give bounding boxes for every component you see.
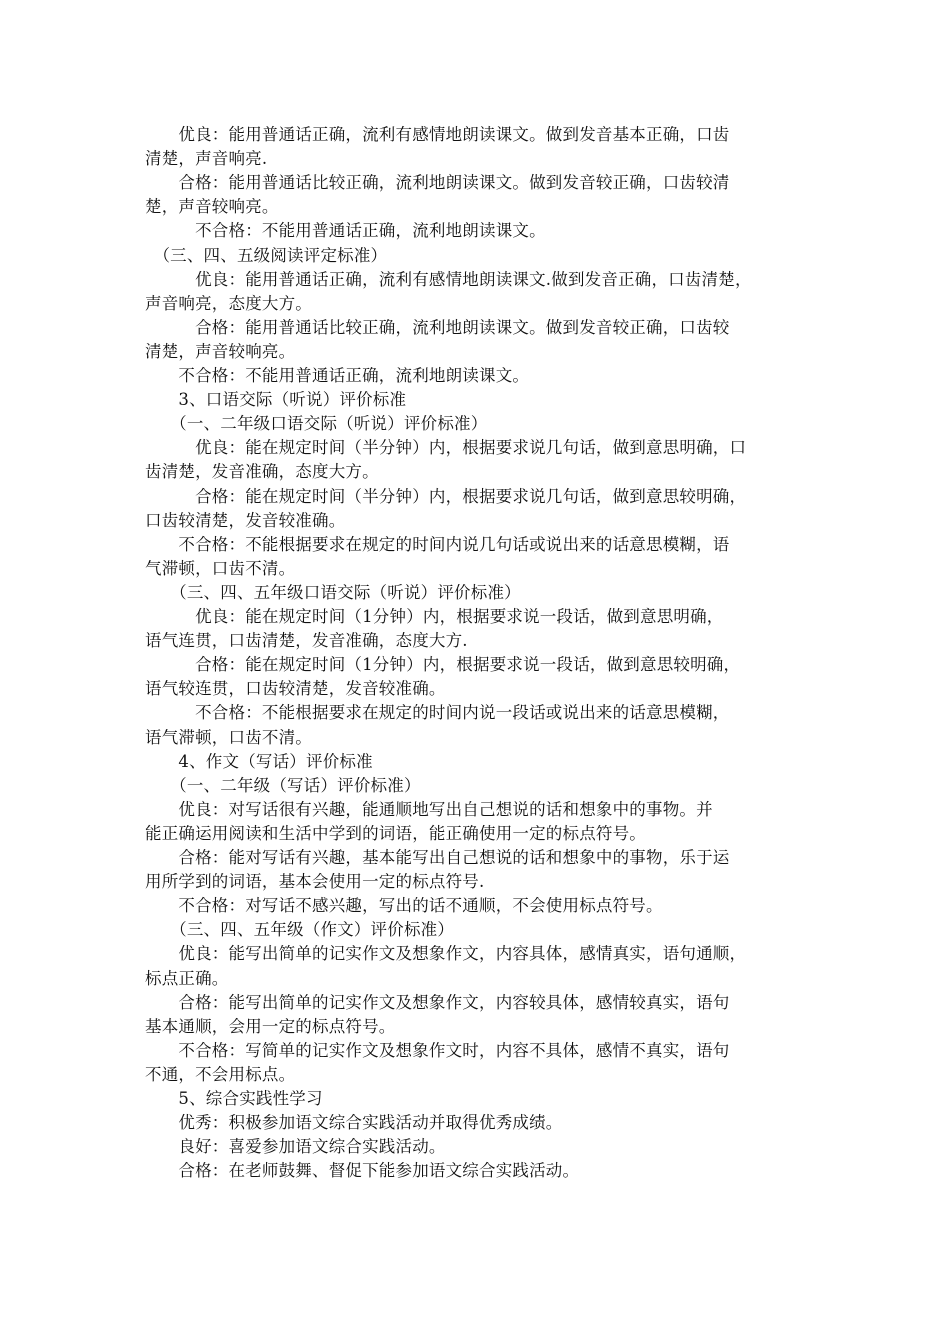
text-line: 不合格：对写话不感兴趣，写出的话不通顺，不会使用标点符号。: [145, 896, 663, 916]
text-line: （三、四、五级阅读评定标准）: [145, 245, 388, 265]
text-line: 优秀：积极参加语文综合实践活动并取得优秀成绩。: [145, 1113, 563, 1133]
text-line: 良好：喜爱参加语文综合实践活动。: [145, 1137, 446, 1157]
text-line: 标点正确。: [145, 968, 229, 988]
text-line: 不合格：不能用普通话正确，流利地朗读课文。: [145, 366, 530, 385]
text-line: （一、二年级（写话）评价标准）: [145, 775, 421, 795]
text-line: 优良：能在规定时间（半分钟）内，根据要求说几句话，做到意思明确，口: [145, 438, 747, 458]
text-line: 优良：能用普通话正确，流利有感情地朗读课文.做到发音正确，口齿清楚，: [145, 269, 752, 289]
text-line: （三、四、五年级口语交际（听说）评价标准）: [145, 582, 521, 602]
text-line: 不合格：不能根据要求在规定的时间内说一段话或说出来的话意思模糊，: [145, 703, 730, 723]
text-line: （一、二年级口语交际（听说）评价标准）: [145, 414, 488, 434]
text-line: 基本通顺，会用一定的标点符号。: [145, 1016, 396, 1036]
text-line: 不通，不会用标点。: [145, 1064, 296, 1084]
text-line: 用所学到的词语，基本会使用一定的标点符号.: [145, 872, 485, 892]
text-line: 合格：能对写话有兴趣，基本能写出自己想说的话和想象中的事物，乐于运: [145, 848, 730, 867]
text-line: 优良：能写出简单的记实作文及想象作文，内容具体，感情真实，语句通顺，: [145, 944, 747, 964]
text-line: 合格：能用普通话比较正确，流利地朗读课文。做到发音较正确，口齿较清: [145, 173, 730, 193]
text-line: 不合格：不能根据要求在规定的时间内说几句话或说出来的话意思模糊，语: [145, 534, 730, 554]
text-line: 语气连贯，口齿清楚，发音准确，态度大方.: [145, 631, 468, 651]
text-line: 口齿较清楚，发音较准确。: [145, 510, 346, 530]
text-line: 合格：在老师鼓舞、督促下能参加语文综合实践活动。: [145, 1161, 580, 1181]
text-line: （三、四、五年级（作文）评价标准）: [145, 920, 455, 940]
text-line: 优良：对写话很有兴趣，能通顺地写出自己想说的话和想象中的事物。并: [145, 799, 713, 819]
text-line: 合格：能用普通话比较正确，流利地朗读课文。做到发音较正确，口齿较: [145, 317, 730, 337]
text-line: 不合格：写简单的记实作文及想象作文时，内容不具体，感情不真实，语句: [145, 1040, 730, 1060]
text-line: 清楚，声音响亮.: [145, 149, 268, 169]
text-line: 声音响亮，态度大方。: [145, 293, 312, 313]
text-line: 合格：能写出简单的记实作文及想象作文，内容较具体，感情较真实，语句: [145, 992, 730, 1012]
text-line: 5、综合实践性学习: [145, 1089, 323, 1108]
text-line: 合格：能在规定时间（1分钟）内，根据要求说一段话，做到意思较明确，: [145, 655, 741, 675]
text-line: 语气滞顿，口齿不清。: [145, 727, 312, 747]
text-line: 3、口语交际（听说）评价标准: [145, 390, 407, 410]
text-line: 优良：能在规定时间（1分钟）内，根据要求说一段话，做到意思明确，: [145, 607, 724, 626]
text-line: 合格：能在规定时间（半分钟）内，根据要求说几句话，做到意思较明确，: [145, 486, 747, 506]
text-line: 优良：能用普通话正确，流利有感情地朗读课文。做到发音基本正确，口齿: [145, 125, 730, 144]
text-line: 齿清楚，发音准确，态度大方。: [145, 462, 379, 482]
text-line: 语气较连贯，口齿较清楚，发音较准确。: [145, 679, 446, 699]
text-line: 清楚，声音较响亮。: [145, 341, 296, 361]
text-line: 楚，声音较响亮。: [145, 197, 279, 217]
text-line: 能正确运用阅读和生活中学到的词语，能正确使用一定的标点符号。: [145, 823, 646, 843]
text-line: 4、作文（写话）评价标准: [145, 751, 373, 771]
text-line: 气滞顿，口齿不清。: [145, 558, 296, 578]
text-line: 不合格：不能用普通话正确，流利地朗读课文。: [145, 221, 546, 241]
